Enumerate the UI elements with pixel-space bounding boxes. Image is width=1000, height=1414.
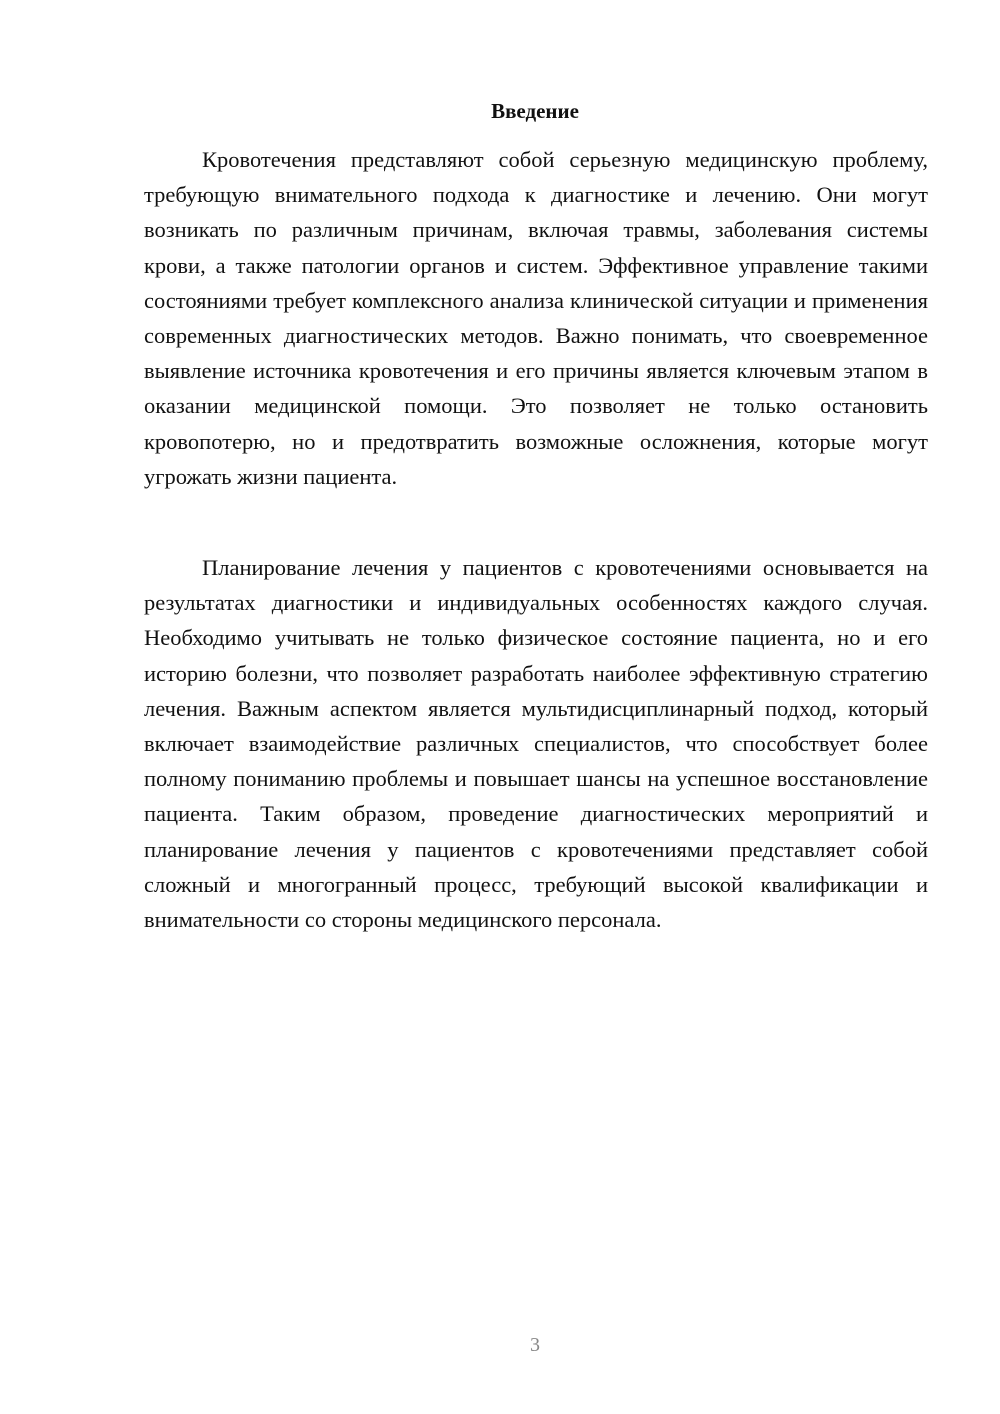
body-paragraph-2-container (144, 550, 928, 937)
page-number: 3 (530, 1334, 540, 1356)
section-heading: Введение (491, 99, 579, 123)
body-paragraph: Кровотечения представляют собой серьезную медицинскую проблему, требующую внимательного подхода к диагностике и лечению. Они могут возникать по различным причинам, включая травмы, заболевания системы крови, а также патологии органов и систем. Эффективное управление такими состояниями требует комплексного анализа клинической ситуации и применения современных диагностических методов. Важно понимать, что своевременное выявление источника кровотечения и его причины является ключевым этапом в оказании медицинской помощи. Это позволяет не только остановить кровопотерю, но и предотвратить возможные осложнения, которые могут угрожать жизни пациента. (144, 147, 928, 489)
body-paragraph-1-container (144, 142, 928, 494)
body-paragraph: Планирование лечения у пациентов с кровотечениями основывается на результатах диагностики и индивидуальных особенностях каждого случая. Необходимо учитывать не только физическое состояние пациента, но и его историю болезни, что позволяет разработать наиболее эффективную стратегию лечения. Важным аспектом является мультидисциплинарный подход, который включает взаимодействие различных специалистов, что способствует более полному пониманию проблемы и повышает шансы на успешное восстановление пациента. Таким образом, проведение диагностических мероприятий и планирование лечения у пациентов с кровотечениями представляет собой сложный и многогранный процесс, требующий высокой квалификации и внимательности со стороны медицинского персонала. (144, 555, 928, 933)
